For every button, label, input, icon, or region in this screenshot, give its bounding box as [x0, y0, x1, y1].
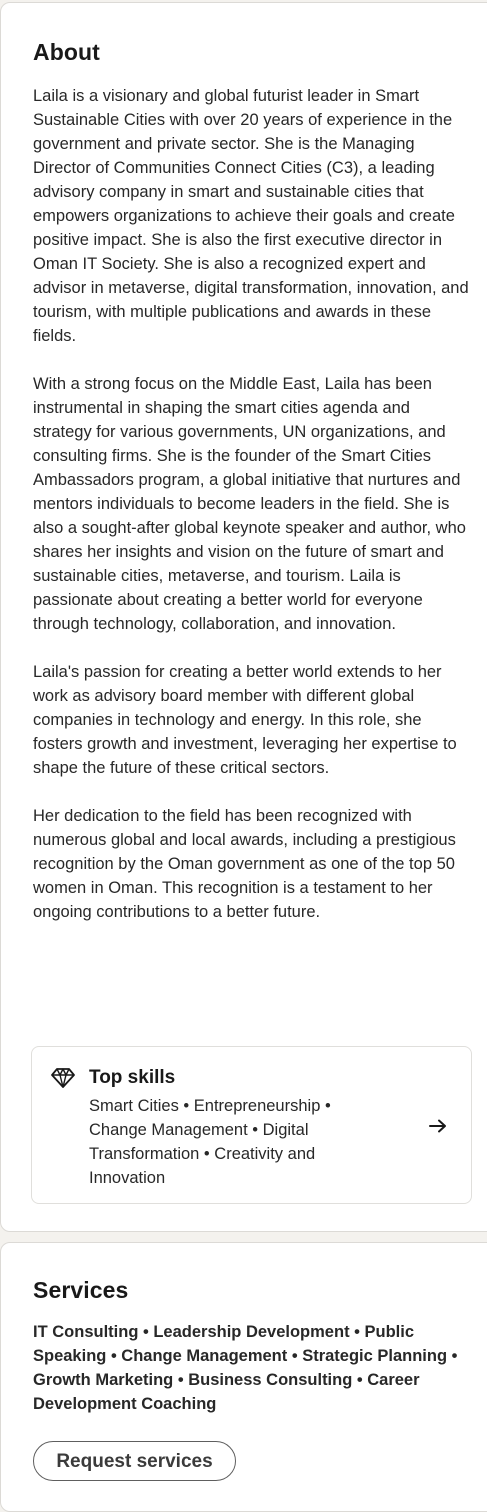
top-skills-box[interactable]	[31, 1046, 472, 1204]
top-skills-list: Smart Cities • Entrepreneurship • Change Management • Digital Transformation • Creativity and Innovation	[89, 1097, 331, 1187]
request-services-button[interactable]: Request services	[33, 1441, 236, 1481]
about-paragraph: With a strong focus on the Middle East, Laila has been instrumental in shaping the smart cities agenda and strategy for various governments, UN organizations, and consulting firms. She is the founder of the Smart Cities Ambassadors program, a global initiative that nurtures and mentors individuals to become leaders in the field. She is also a sought-after global keynote speaker and author, who shares her insights and vision on the future of smart and sustainable cities, metaverse, and tourism. Laila is passionate about creating a better world for everyone through technology, collaboration, and innovation.	[33, 375, 466, 633]
top-skills-title: Top skills	[89, 1067, 176, 1088]
about-paragraph: Laila's passion for creating a better world extends to her work as advisory board member with different global companies in technology and energy. In this role, she fosters growth and investment, leveraging her expertise to shape the future of these critical sectors.	[33, 663, 457, 777]
services-list: IT Consulting • Leadership Development • Public Speaking • Change Management • Strategic Planning • Growth Marketing • Business Consulting • Career Development Coaching	[33, 1323, 458, 1413]
services-title: Services	[33, 1277, 129, 1303]
about-text	[33, 84, 473, 924]
diamond-icon	[50, 1066, 76, 1090]
about-paragraph: Laila is a visionary and global futurist leader in Smart Sustainable Cities with over 20 years of experience in the government and private sector. She is the Managing Director of Communities Connect Cities (C3), a leading advisory company in smart and sustainable cities that empowers organizations to achieve their goals and create positive impact. She is also the first executive director in Oman IT Society. She is also a recognized expert and advisor in metaverse, digital transformation, innovation, and tourism, with multiple publications and awards in these fields.	[33, 87, 469, 345]
about-title: About	[33, 39, 100, 65]
about-paragraph: Her dedication to the field has been recognized with numerous global and local awards, including a prestigious recognition by the Oman government as one of the top 50 women in Oman. This recognition is a testament to her ongoing contributions to a better future.	[33, 807, 456, 921]
arrow-right-icon[interactable]	[427, 1117, 449, 1135]
services-card	[0, 1242, 487, 1512]
about-card	[0, 2, 487, 1232]
